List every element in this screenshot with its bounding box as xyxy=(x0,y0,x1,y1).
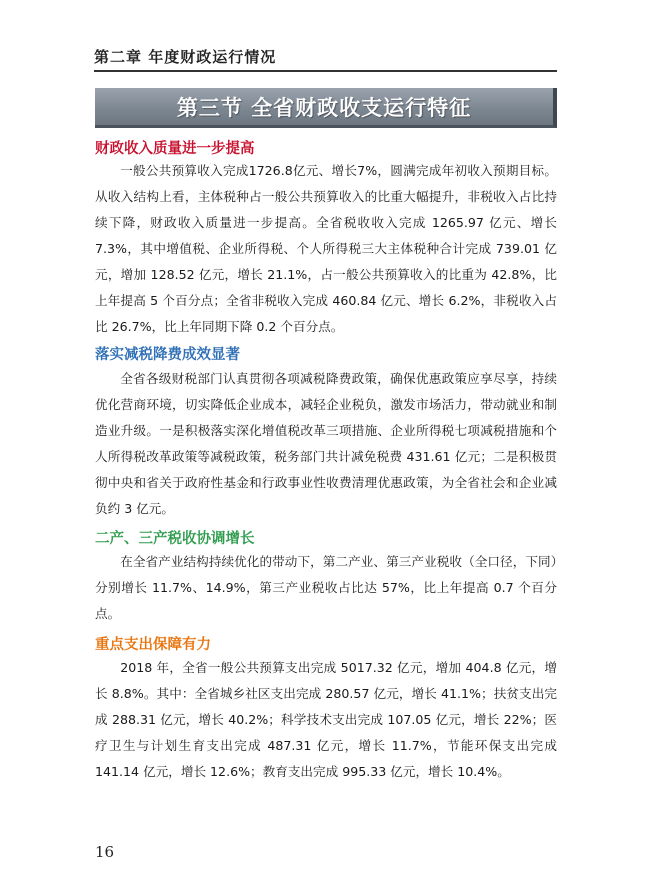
section-title-banner xyxy=(95,88,557,128)
heading-key-expenditure: 重点支出保障有力 xyxy=(95,637,211,653)
heading-revenue-quality: 财政收入质量进一步提高 xyxy=(95,141,255,157)
heading-tax-reduction: 落实减税降费成效显著 xyxy=(95,347,240,363)
paragraph-tax-reduction: 全省各级财税部门认真贯彻各项减税降费政策，确保优惠政策应享尽享，持续优化营商环境，切实降低企业成本，减轻企业税负，激发市场活力，带动就业和制造业升级。一是积极落实深化增值税改革三项措施、企业所得税七项减税措施和个人所得税改革政策等减税政策，税务部门共计减免税费 431.61 亿元；二是积极贯彻中央和省关于政府性基金和行政事业性收费清理优惠政策，为全省社会和企业减负约 3 亿元。 xyxy=(95,371,557,516)
section-title: 第三节 全省财政收支运行特征 xyxy=(176,95,472,120)
paragraph-key-expenditure: 2018 年，全省一般公共预算支出完成 5017.32 亿元，增加 404.8 亿元，增长 8.8%。其中：全省城乡社区支出完成 280.57 亿元，增长 41.1%；扶贫支出完成 288.31 亿元，增长 40.2%；科学技术支出完成 107.05 亿元，增长 22%；医疗卫生与计划生育支出完成 487.31 亿元，增长 11.7%，节能环保支出完成 141.14 亿元，增长 12.6%；教育支出完成 995.33 亿元，增长 10.4%。 xyxy=(95,660,557,779)
paragraph-industry-tax: 在全省产业结构持续优化的带动下，第二产业、第三产业税收（全口径，下同）分别增长 11.7%、14.9%，第三产业税收占比达 57%，比上年提高 0.7 个百分点。 xyxy=(95,554,557,621)
chapter-header: 第二章 年度财政运行情况 xyxy=(94,48,277,66)
paragraph-revenue-quality: 一般公共预算收入完成1726.8亿元、增长7%，圆满完成年初收入预期目标。从收入结构上看，主体税种占一般公共预算收入的比重大幅提升，非税收入占比持续下降，财政收入质量进一步提高。全省税收收入完成 1265.97 亿元、增长7.3%，其中增值税、企业所得税、个人所得税三大主体税种合计完成 739.01 亿元，增加 128.52 亿元，增长 21.1%，占一般公共预算收入的比重为 42.8%，比上年提高 5 个百分点；全省非税收入完成 460.84 亿元、增长 6.2%，非税收入占比 26.7%，比上年同期下降 0.2 个百分点。 xyxy=(95,163,557,334)
header-rule xyxy=(94,70,557,72)
page-number: 16 xyxy=(95,843,115,861)
heading-industry-tax: 二产、三产税收协调增长 xyxy=(95,531,255,547)
